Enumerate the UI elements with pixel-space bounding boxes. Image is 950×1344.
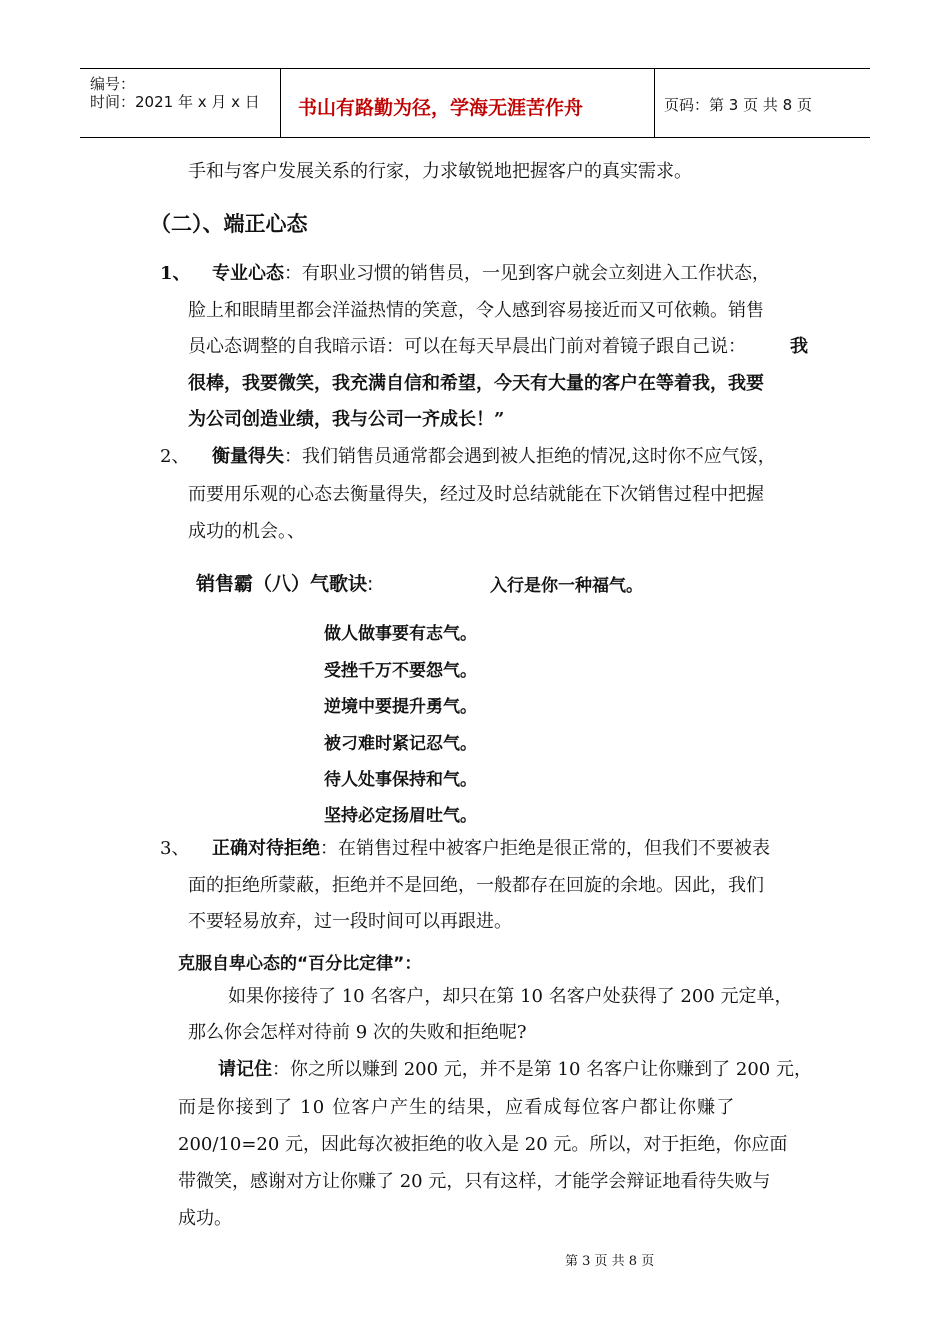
header-divider [654,69,655,137]
paragraph-line: 成功的机会。、 [188,521,305,542]
paragraph-line: 手和与客户发展关系的行家，力求敏锐地把握客户的真实需求。 [188,161,692,182]
paragraph-line: 200/10=20 元，因此每次被拒绝的收入是 20 元。所以，对于拒绝，你应面 [178,1134,788,1155]
song-title: 销售霸（八）气歌诀 [196,573,368,595]
item-number: 2、 [160,446,190,467]
paragraph-line: 带微笑，感谢对方让你赚了 20 元，只有这样，才能学会辩证地看待失败与 [178,1171,771,1192]
item-title: 专业心态 [212,263,284,284]
item-number: 3、 [160,838,190,859]
paragraph-line: 如果你接待了 10 名客户，却只在第 10 名客户处获得了 200 元定单， [228,986,793,1007]
paragraph-line: ：在销售过程中被客户拒绝是很正常的，但我们不要被表 [320,838,770,859]
song-line: 做人做事要有志气。 [324,624,477,644]
song-line: 被刁难时紧记忍气。 [324,734,477,754]
bold-text: 我 [790,336,808,357]
paragraph-line: 而要用乐观的心态去衡量得失，经过及时总结就能在下次销售过程中把握 [188,484,764,505]
paragraph-line: ：我们销售员通常都会遇到被人拒绝的情况,这时你不应气馁， [284,446,776,467]
item-title: 正确对待拒绝 [212,838,320,859]
paragraph-line: 那么你会怎样对待前 9 次的失败和拒绝呢? [188,1022,527,1043]
header-page-label: 页码：第 3 页 共 8 页 [664,96,812,114]
paragraph-line: 而是你接到了 10 位客户产生的结果，应看成每位客户都让你赚了 [178,1097,736,1118]
header-divider [280,69,281,137]
header-number-label: 编号： [90,75,136,93]
section-title: （二）、端正心态 [150,212,308,236]
song-line: 坚持必定扬眉吐气。 [324,806,477,826]
paragraph-line: ：有职业习惯的销售员，一见到客户就会立刻进入工作状态， [284,263,770,284]
paragraph-line: 脸上和眼睛里都会洋溢热情的笑意，令人感到容易接近而又可依赖。销售 [188,300,764,321]
page-footer: 第 3 页 共 8 页 [565,1254,655,1269]
document-header [80,68,870,138]
bold-text: 很棒，我要微笑，我充满自信和希望，今天有大量的客户在等着我，我要 [188,373,764,394]
paragraph-line: 面的拒绝所蒙蔽，拒绝并不是回绝，一般都存在回旋的余地。因此，我们 [188,875,764,896]
paragraph-line: 员心态调整的自我暗示语：可以在每天早晨出门前对着镜子跟自己说： [188,336,746,357]
paragraph-line: 成功。 [178,1208,232,1229]
song-line: 入行是你一种福气。 [490,576,643,596]
item-title: 衡量得失 [212,446,284,467]
song-line: 受挫千万不要怨气。 [324,661,477,681]
header-time-label: 时间：2021 年 x 月 x 日 [90,93,260,111]
item-number: 1、 [160,263,191,284]
song-line: 待人处事保持和气。 [324,770,477,790]
bold-text: 为公司创造业绩，我与公司一齐成长！” [188,409,505,430]
remember-label: 请记住 [218,1059,272,1080]
song-line: 逆境中要提升勇气。 [324,697,477,717]
header-motto: 书山有路勤为径，学海无涯苦作舟 [298,97,584,119]
paragraph-line: ：你之所以赚到 200 元，并不是第 10 名客户让你赚到了 200 元， [272,1059,812,1080]
law-title: 克服自卑心态的“百分比定律”： [178,954,422,974]
paragraph-line: 不要轻易放弃，过一段时间可以再跟进。 [188,911,512,932]
song-colon: : [367,573,374,595]
